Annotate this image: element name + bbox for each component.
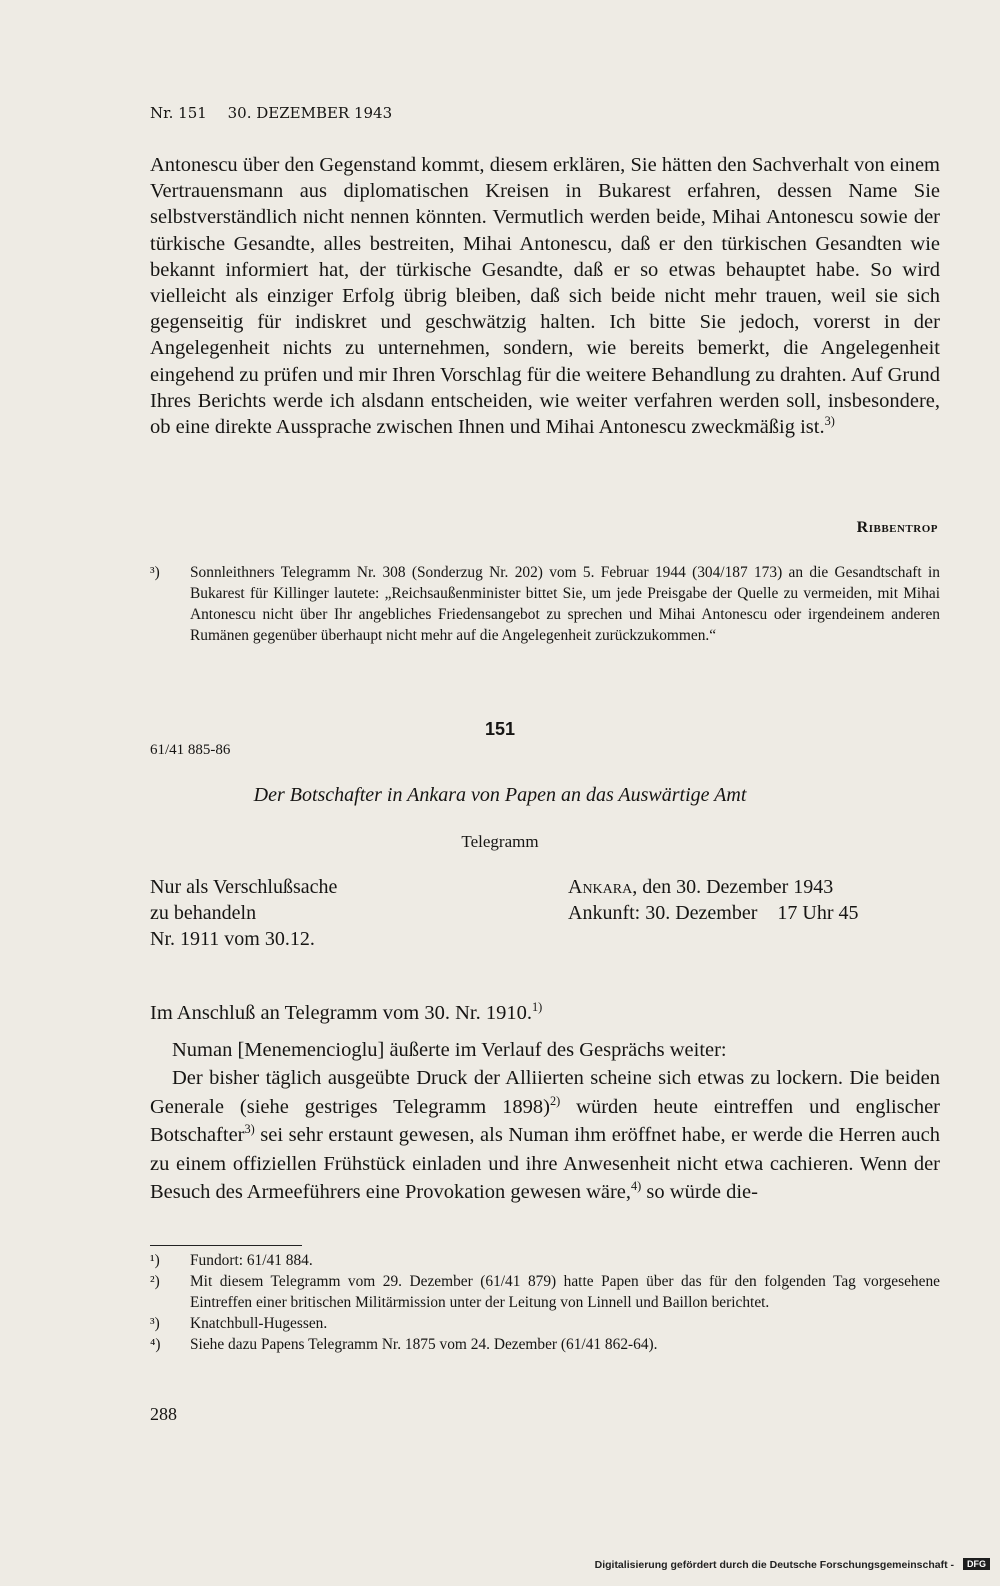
document-number: 151 [484, 719, 516, 739]
classification-line: zu behandeln [150, 902, 257, 924]
page-number: 288 [150, 1404, 177, 1424]
body-paragraph: Numan [Menemencioglu] äußerte im Verlauf des Gesprächs weiter: [172, 1038, 727, 1061]
body-paragraph [150, 152, 940, 440]
footnote-text: Knatchbull-Hugessen. [190, 1315, 328, 1332]
footnote-reference: 3) [244, 1122, 255, 1137]
body-paragraph [150, 999, 940, 1028]
footnote-reference: 3) [824, 414, 835, 429]
header-document-number: Nr. 151 [150, 104, 207, 122]
dateline [568, 874, 859, 900]
footnote-reference: 1) [531, 1000, 543, 1015]
footnote-divider [150, 1245, 302, 1246]
footnote-text: Fundort: 61/41 884. [190, 1252, 313, 1269]
archive-reference: 61/41 885-86 [150, 742, 231, 758]
body-paragraph-text: Antonescu über den Gegenstand kommt, diesem erklären, Sie hätten den Sachverhalt von einem Vertrauensmann aus diplomatischen Kreisen in Bukarest erfahren, dessen Name Sie selbstverständlich nicht nennen könnten. Vermutlich werden beide, Mihai Antonescu sowie der türkische Gesandte, alles bestreiten, Mihai Antonescu, daß er den türkischen Gesandten wie bekannt informiert hat, der türkische Gesandte, daß er so etwas behauptet habe. So wird vielleicht als einziger Erfolg übrig bleiben, daß sich beide nicht mehr trauen, weil sie sich gegenseitig für indiskret und geschwätzig halten. Ich bitte Sie jedoch, vorerst in der Angelegenheit nichts zu unternehmen, sondern, wie bereits bemerkt, die Angelegenheit eingehend zu prüfen und mir Ihren Vorschlag für die weitere Behandlung zu drahten. Auf Grund Ihres Berichts werde ich alsdann entscheiden, wie weiter verfahren werden soll, insbesondere, ob eine direkte Aussprache zwischen Ihnen und Mihai Antonescu zweckmäßig ist. [150, 154, 940, 439]
body-text-segment: Der bisher täglich ausgeübte Druck der Alliierten scheine sich etwas zu lockern. Die beiden Generale (siehe gestriges Telegramm 1898) [150, 1067, 940, 1118]
running-header [150, 104, 392, 122]
document-type: Telegramm [461, 832, 539, 851]
footnote-mark: ¹) [150, 1252, 160, 1269]
footnote [150, 1250, 940, 1271]
footnote-mark: ²) [150, 1273, 160, 1290]
header-date: 30. DEZEMBER 1943 [227, 104, 393, 122]
dateline-place: Ankara, [568, 876, 638, 898]
footnote-text: Mit diesem Telegramm vom 29. Dezember (61/41 879) hatte Papen über das für den folgenden Tag vorgesehene Eintreffen einer britischen Militärmission unter der Leitung von Linnell und Baillon berichtet. [190, 1273, 940, 1311]
classification-line: Nur als Verschlußsache [150, 876, 338, 898]
dfg-logo: DFG [963, 1558, 990, 1570]
footnote-mark: ⁴) [150, 1336, 161, 1353]
footnote-mark: ³) [150, 1315, 160, 1332]
footnote [150, 1313, 940, 1334]
body-text-segment: sei sehr erstaunt gewesen, als Numan ihm eröffnet habe, er werde die Herren auch zu einem offiziellen Frühstück einladen und ihre Anwesenheit nicht etwa cachieren. Wenn der Besuch des Armeeführers eine Provokation gewesen wäre, [150, 1124, 940, 1203]
footnote [150, 1271, 940, 1313]
digitization-credit: Digitalisierung gefördert durch die Deutsche Forschungsgemeinschaft - [594, 1559, 954, 1571]
classification-block [150, 874, 337, 952]
footnote-reference: 4) [631, 1179, 642, 1194]
footnote [150, 562, 940, 646]
footnote-reference: 2) [549, 1093, 561, 1108]
telegram-number: Nr. 1911 vom 30.12. [150, 928, 315, 950]
telegram-body [150, 999, 940, 1207]
dateline-block [568, 874, 859, 926]
body-paragraph-text: Im Anschluß an Telegramm vom 30. Nr. 1910. [150, 1002, 532, 1024]
footnote-mark: ³) [150, 564, 160, 581]
footnote-text: Sonnleithners Telegramm Nr. 308 (Sonderzug Nr. 202) vom 5. Februar 1944 (304/187 173) an die Gesandtschaft in Bukarest für Killinger lautete: „Reichsaußenminister bittet Sie, um jede Preisgabe der Quelle zu vermeiden, mit Mihai Antonescu nicht über Ihr angebliches Friedensangebot zu sprechen und Mihai Antonescu oder irgendeinem anderen Rumänen gegenüber überhaupt nicht mehr auf die Angelegenheit zurückzukommen.“ [190, 564, 940, 644]
body-paragraph [150, 1064, 940, 1207]
footnote-section-bottom [150, 1250, 940, 1355]
document-title: Der Botschafter in Ankara von Papen an das Auswärtige Amt [253, 784, 747, 806]
arrival-line: Ankunft: 30. Dezember 17 Uhr 45 [568, 902, 859, 924]
footnote [150, 1334, 940, 1355]
footnote-section-top [150, 562, 940, 646]
body-text-segment: würden heute eintreffen und englischer Botschafter [150, 1095, 940, 1146]
body-text-segment: so würde die- [641, 1181, 758, 1203]
dateline-date: den 30. Dezember 1943 [637, 876, 834, 898]
footnote-text: Siehe dazu Papens Telegramm Nr. 1875 vom 24. Dezember (61/41 862-64). [190, 1336, 658, 1353]
continued-document-body [150, 152, 940, 440]
signature: Ribbentrop [856, 519, 938, 536]
